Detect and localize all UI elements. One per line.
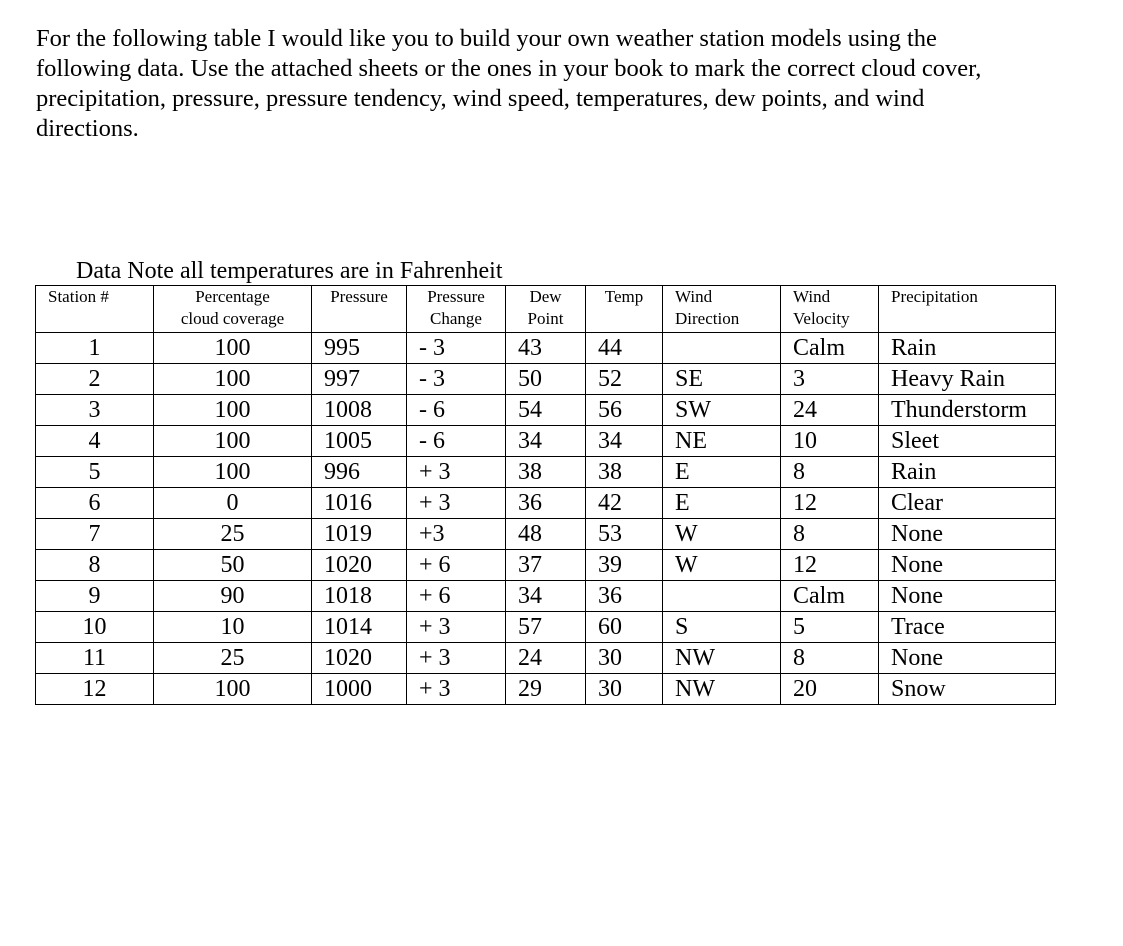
- cell-cloud: 100: [154, 674, 312, 705]
- cell-wind-dir: NW: [663, 674, 781, 705]
- cell-change: + 3: [407, 674, 506, 705]
- cell-dew: 54: [506, 395, 586, 426]
- cell-precip: None: [879, 550, 1056, 581]
- cell-pressure: 1008: [312, 395, 407, 426]
- cell-wind-dir: NW: [663, 643, 781, 674]
- cell-cloud: 25: [154, 519, 312, 550]
- cell-wind-dir: [663, 581, 781, 612]
- cell-station: 4: [36, 426, 154, 457]
- table-row: [36, 643, 1056, 674]
- weather-data-table: [35, 285, 1056, 705]
- cell-cloud: 100: [154, 426, 312, 457]
- cell-dew: 36: [506, 488, 586, 519]
- cell-change: + 3: [407, 612, 506, 643]
- cell-wind-vel: 24: [781, 395, 879, 426]
- cell-wind-dir: SE: [663, 364, 781, 395]
- header-cloud-line-2: cloud coverage: [180, 309, 285, 328]
- header-wvel-line-1: Wind: [793, 287, 831, 306]
- cell-cloud: 90: [154, 581, 312, 612]
- header-change-line-2: Change: [430, 309, 482, 328]
- cell-precip: Rain: [879, 457, 1056, 488]
- cell-pressure: 1005: [312, 426, 407, 457]
- cell-pressure: 997: [312, 364, 407, 395]
- cell-dew: 43: [506, 333, 586, 364]
- cell-dew: 34: [506, 426, 586, 457]
- cell-precip: Clear: [879, 488, 1056, 519]
- header-station-label: Station #: [48, 287, 109, 306]
- table-row: [36, 395, 1056, 426]
- cell-wind-vel: 3: [781, 364, 879, 395]
- table-row: [36, 488, 1056, 519]
- cell-cloud: 100: [154, 333, 312, 364]
- cell-change: + 6: [407, 550, 506, 581]
- cell-cloud: 0: [154, 488, 312, 519]
- cell-pressure: 1020: [312, 643, 407, 674]
- table-row: [36, 674, 1056, 705]
- cell-wind-vel: 5: [781, 612, 879, 643]
- header-wind-velocity: [781, 286, 879, 333]
- cell-station: 6: [36, 488, 154, 519]
- cell-temp: 52: [586, 364, 663, 395]
- cell-change: - 6: [407, 395, 506, 426]
- table-row: [36, 612, 1056, 643]
- header-station: [36, 286, 154, 333]
- cell-station: 10: [36, 612, 154, 643]
- header-wdir-line-2: Direction: [675, 309, 740, 328]
- cell-change: - 3: [407, 333, 506, 364]
- cell-cloud: 100: [154, 457, 312, 488]
- cell-change: + 3: [407, 643, 506, 674]
- table-caption: Data Note all temperatures are in Fahrenheit: [76, 258, 503, 284]
- cell-change: + 3: [407, 457, 506, 488]
- cell-wind-vel: 8: [781, 519, 879, 550]
- cell-change: +3: [407, 519, 506, 550]
- cell-temp: 30: [586, 643, 663, 674]
- cell-station: 8: [36, 550, 154, 581]
- cell-temp: 38: [586, 457, 663, 488]
- cell-temp: 53: [586, 519, 663, 550]
- cell-wind-dir: W: [663, 519, 781, 550]
- instructions-paragraph: For the following table I would like you to build your own weather station models using the following data. Use the attached sheets or the ones in your book to mark the correct cloud cover, precipitation, pressure, pressure tendency, wind speed, temperatures, dew points, and wind directions.: [36, 25, 982, 142]
- cell-precip: None: [879, 581, 1056, 612]
- cell-change: - 3: [407, 364, 506, 395]
- cell-wind-dir: S: [663, 612, 781, 643]
- cell-wind-vel: 12: [781, 488, 879, 519]
- cell-precip: None: [879, 643, 1056, 674]
- cell-cloud: 50: [154, 550, 312, 581]
- header-precip-label: Precipitation: [891, 287, 978, 306]
- cell-station: 9: [36, 581, 154, 612]
- cell-precip: Heavy Rain: [879, 364, 1056, 395]
- cell-temp: 42: [586, 488, 663, 519]
- cell-pressure: 996: [312, 457, 407, 488]
- cell-precip: Snow: [879, 674, 1056, 705]
- cell-wind-vel: 10: [781, 426, 879, 457]
- header-row: [36, 286, 1056, 333]
- cell-wind-dir: E: [663, 488, 781, 519]
- header-dew-point: [506, 286, 586, 333]
- cell-cloud: 100: [154, 395, 312, 426]
- table-row: [36, 581, 1056, 612]
- header-pressure: [312, 286, 407, 333]
- cell-wind-dir: W: [663, 550, 781, 581]
- cell-wind-vel: 8: [781, 643, 879, 674]
- cell-wind-dir: NE: [663, 426, 781, 457]
- cell-dew: 57: [506, 612, 586, 643]
- cell-pressure: 1019: [312, 519, 407, 550]
- cell-temp: 56: [586, 395, 663, 426]
- cell-wind-vel: 12: [781, 550, 879, 581]
- cell-cloud: 10: [154, 612, 312, 643]
- cell-temp: 39: [586, 550, 663, 581]
- cell-cloud: 25: [154, 643, 312, 674]
- cell-temp: 34: [586, 426, 663, 457]
- cell-wind-vel: 20: [781, 674, 879, 705]
- header-pressure-change: [407, 286, 506, 333]
- table-row: [36, 364, 1056, 395]
- table-row: [36, 457, 1056, 488]
- cell-dew: 34: [506, 581, 586, 612]
- cell-precip: Trace: [879, 612, 1056, 643]
- cell-cloud: 100: [154, 364, 312, 395]
- table-row: [36, 426, 1056, 457]
- header-dew-line-2: Point: [527, 309, 564, 328]
- cell-pressure: 1000: [312, 674, 407, 705]
- header-dew-line-1: Dew: [529, 287, 562, 306]
- cell-wind-dir: [663, 333, 781, 364]
- cell-wind-vel: Calm: [781, 581, 879, 612]
- cell-change: - 6: [407, 426, 506, 457]
- cell-pressure: 995: [312, 333, 407, 364]
- cell-wind-vel: Calm: [781, 333, 879, 364]
- cell-temp: 60: [586, 612, 663, 643]
- cell-dew: 38: [506, 457, 586, 488]
- cell-pressure: 1018: [312, 581, 407, 612]
- cell-temp: 30: [586, 674, 663, 705]
- header-temp-label: Temp: [604, 287, 644, 306]
- cell-station: 2: [36, 364, 154, 395]
- header-change-line-1: Pressure: [427, 287, 485, 306]
- cell-wind-dir: E: [663, 457, 781, 488]
- cell-precip: Thunderstorm: [879, 395, 1056, 426]
- cell-dew: 37: [506, 550, 586, 581]
- cell-station: 1: [36, 333, 154, 364]
- table-row: [36, 333, 1056, 364]
- cell-pressure: 1020: [312, 550, 407, 581]
- cell-wind-vel: 8: [781, 457, 879, 488]
- table-row: [36, 550, 1056, 581]
- cell-temp: 36: [586, 581, 663, 612]
- cell-dew: 29: [506, 674, 586, 705]
- cell-station: 7: [36, 519, 154, 550]
- header-wdir-line-1: Wind: [675, 287, 713, 306]
- cell-precip: Sleet: [879, 426, 1056, 457]
- header-precipitation: [879, 286, 1056, 333]
- cell-change: + 6: [407, 581, 506, 612]
- cell-dew: 24: [506, 643, 586, 674]
- cell-precip: None: [879, 519, 1056, 550]
- cell-change: + 3: [407, 488, 506, 519]
- cell-pressure: 1014: [312, 612, 407, 643]
- cell-temp: 44: [586, 333, 663, 364]
- cell-dew: 48: [506, 519, 586, 550]
- header-temp: [586, 286, 663, 333]
- table-row: [36, 519, 1056, 550]
- cell-dew: 50: [506, 364, 586, 395]
- header-cloud-line-1: Percentage: [195, 287, 270, 306]
- header-wvel-line-2: Velocity: [793, 309, 850, 328]
- cell-pressure: 1016: [312, 488, 407, 519]
- header-cloud-coverage: [154, 286, 312, 333]
- cell-precip: Rain: [879, 333, 1056, 364]
- cell-station: 3: [36, 395, 154, 426]
- cell-wind-dir: SW: [663, 395, 781, 426]
- cell-station: 11: [36, 643, 154, 674]
- cell-station: 12: [36, 674, 154, 705]
- cell-station: 5: [36, 457, 154, 488]
- header-pressure-label: Pressure: [330, 287, 388, 306]
- header-wind-direction: [663, 286, 781, 333]
